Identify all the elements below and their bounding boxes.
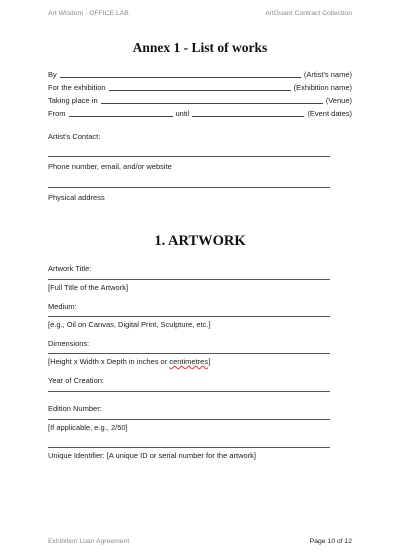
exhibition-name-row [48, 83, 352, 92]
unique-identifier-label: Unique Identifier: [A unique ID or serial number for the artwork] [48, 451, 257, 460]
artwork-title-hint: [Full Title of the Artwork] [48, 283, 129, 292]
until-label: until [175, 109, 190, 118]
venue-suffix: (Venue) [325, 96, 352, 105]
dimensions-line[interactable] [48, 353, 330, 354]
medium-hint: [e.g., Oil on Canvas, Digital Print, Sculpture, etc.] [48, 320, 211, 329]
footer-left-text: Exhibition Loan Agreement [48, 538, 130, 545]
edition-number-line[interactable] [48, 419, 330, 420]
artist-name-field[interactable] [60, 71, 301, 78]
medium-label: Medium: [48, 302, 77, 311]
medium-line[interactable] [48, 316, 330, 317]
exhibition-name-suffix: (Exhibition name) [293, 83, 352, 92]
venue-label: Taking place in [48, 96, 98, 105]
physical-address-label: Physical address [48, 193, 105, 202]
until-date-field[interactable] [192, 110, 304, 117]
artist-contact-line[interactable] [48, 156, 330, 157]
exhibition-name-field[interactable] [109, 84, 291, 91]
artist-name-row [48, 70, 352, 79]
venue-row [48, 96, 352, 105]
year-of-creation-label: Year of Creation: [48, 376, 105, 385]
artist-contact-label: Artist's Contact: [48, 132, 101, 141]
year-of-creation-line[interactable] [48, 391, 330, 392]
dimensions-label: Dimensions: [48, 339, 90, 348]
page-number: Page 10 of 12 [309, 538, 352, 545]
dimensions-hint-start: [Height x Width x Depth in inches or [48, 357, 170, 366]
edition-number-hint: [If applicable, e.g., 2/50] [48, 423, 128, 432]
venue-field[interactable] [101, 97, 323, 104]
header-left-text: Art Wisdom - OFFICE LAB [48, 10, 129, 17]
from-label: From [48, 109, 66, 118]
artist-name-suffix: (Artist's name) [303, 70, 352, 79]
section-title-artwork: 1. ARTWORK [154, 233, 246, 249]
artist-name-label: By [48, 70, 57, 79]
dimensions-hint-end: ] [208, 357, 211, 366]
phone-email-line[interactable] [48, 187, 330, 188]
from-date-field[interactable] [69, 110, 173, 117]
edition-number-label: Edition Number: [48, 404, 102, 413]
spellcheck-word: centimetres [169, 357, 209, 366]
artwork-title-line[interactable] [48, 279, 330, 280]
annex-title: Annex 1 - List of works [132, 40, 268, 55]
artwork-title-label: Artwork Title: [48, 264, 92, 273]
exhibition-name-label: For the exhibition [48, 83, 106, 92]
header-right-text: ArtGuard Contract Collection [265, 10, 352, 17]
event-dates-suffix: (Event dates) [307, 109, 352, 118]
event-dates-row [48, 109, 352, 118]
phone-email-label: Phone number, email, and/or website [48, 162, 172, 171]
dimensions-hint [48, 357, 210, 366]
unique-identifier-line[interactable] [48, 447, 330, 448]
